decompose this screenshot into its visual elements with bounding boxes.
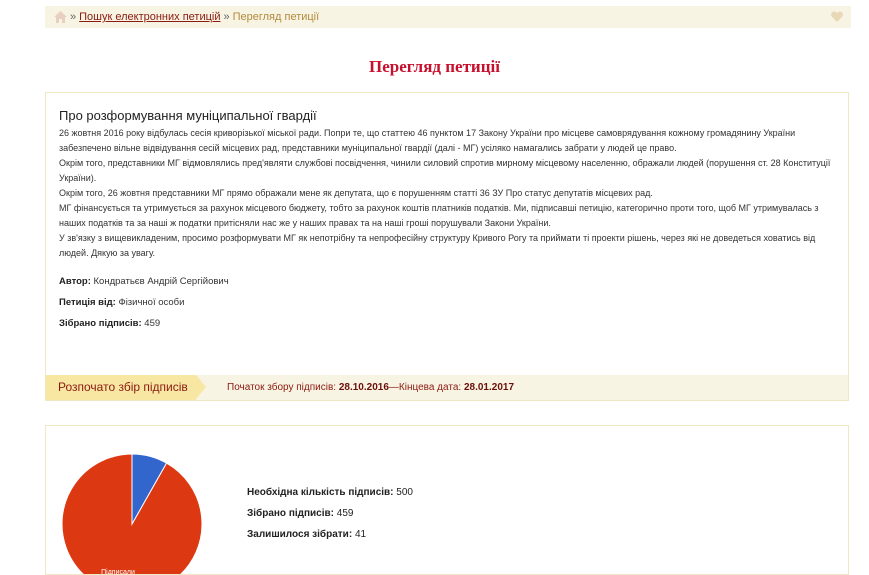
collected-value: 459 — [336, 508, 354, 519]
author-name: Кондратьєв Андрій Сергійович — [93, 276, 229, 287]
signatures-value: 459 — [144, 318, 161, 329]
status-bar — [46, 375, 848, 400]
end-label: Кінцева дата: — [398, 382, 462, 393]
signatures-label: Зібрано підписів: — [59, 318, 142, 329]
petition-body — [59, 126, 837, 261]
status-badge-arrow — [196, 375, 206, 399]
required-label: Необхідна кількість підписів: — [247, 487, 394, 498]
from-label: Петиція від: — [59, 297, 116, 308]
author-label: Автор: — [59, 276, 91, 287]
petition-paragraph: Окрім того, представники МГ відмовлялись пред'являти службові посвідчення, чинили силовий спротив мирному місцевому населенню, ображали людей (порушення ст. 28 Конституції України). — [59, 158, 831, 183]
status-badge: Розпочато збір підписів — [46, 375, 196, 400]
required-value: 500 — [396, 487, 413, 498]
home-icon[interactable] — [54, 11, 67, 23]
petition-paragraph: МГ фінансується та утримується за рахунок місцевого бюджету, тобто за рахунок коштів платників податків. Ми, підписавші петицію, категорично проти того, щоб МГ утримувалась з наших податків та за наші ж податки притісняли нас же у наших правах та на наші гроші порушували Закони України. — [59, 203, 819, 228]
signatures-chart-card — [45, 425, 849, 575]
breadcrumb — [45, 6, 851, 28]
collected-label: Зібрано підписів: — [247, 508, 334, 519]
remaining-value: 41 — [354, 529, 367, 540]
breadcrumb-separator: » — [223, 11, 230, 23]
signatures-pie-chart — [62, 440, 202, 575]
collected-row — [247, 503, 413, 524]
heart-icon[interactable] — [831, 11, 843, 22]
start-date: 28.10.2016 — [338, 382, 389, 393]
page-title: Перегляд петиції — [369, 57, 500, 76]
collection-dates — [227, 375, 514, 400]
remaining-label: Залишилося зібрати: — [247, 529, 353, 540]
from-row — [59, 292, 837, 313]
breadcrumb-separator: » — [70, 11, 77, 23]
date-dash: — — [388, 382, 399, 393]
pie-slice-label: Підписали — [101, 569, 135, 575]
required-row — [247, 482, 413, 503]
petition-meta — [59, 271, 837, 334]
petition-paragraph: Окрім того, 26 жовтня представники МГ прямо ображали мене як депутата, що є порушенням статті 36 ЗУ Про статус депутатів місцевих рад. — [59, 188, 653, 198]
breadcrumb-current: Перегляд петиції — [232, 11, 320, 23]
remaining-row — [247, 524, 413, 545]
from-value: Фізичної особи — [118, 297, 185, 308]
start-label: Початок збору підписів: — [227, 382, 337, 393]
petition-paragraph: 26 жовтня 2016 року відбулась сесія криворізької міської ради. Попри те, що статтею 46 пунктом 17 Закону України про місцеве самоврядування кожному громадянину України забезпечено вільне відвідування сесій місцевих рад, представники муніципальної гвардії (далі - МГ) усіляко намагались забрати у людей це право. — [59, 128, 796, 153]
end-date: 28.01.2017 — [463, 382, 515, 393]
signatures-row — [59, 313, 837, 334]
petition-paragraph: У зв'язку з вищевикладеним, просимо розформувати МГ як непотрібну та непрофесійну структуру Кривого Рогу та приймати ті проекти рішень, через які не доведеться ховатись від людей. Дякую за увагу. — [59, 233, 816, 258]
author-row — [59, 271, 837, 292]
petition-title: Про розформування муніципальної гвардії — [59, 108, 317, 123]
breadcrumb-link-search[interactable]: Пошук електронних петицій — [79, 11, 221, 23]
petition-card — [45, 92, 849, 401]
signature-stats — [247, 482, 413, 545]
